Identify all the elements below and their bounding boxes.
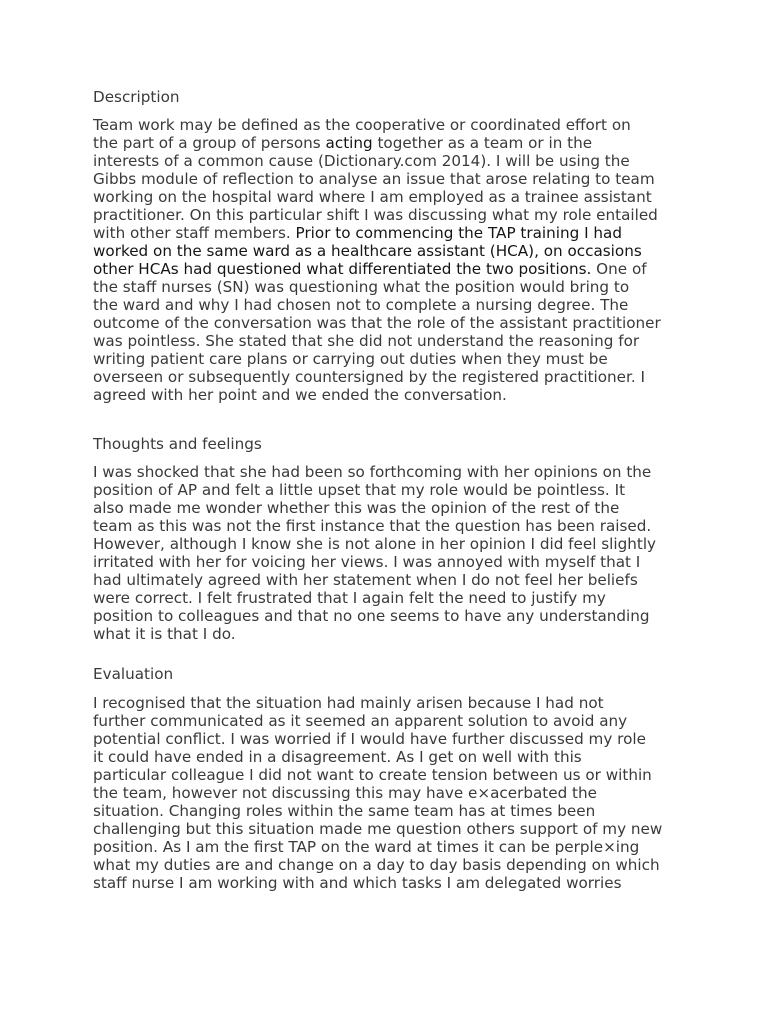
thoughts-line: irritated with her for voicing her views. I was annoyed with myself that I [93, 553, 641, 571]
thoughts-line: what it is that I do. [93, 625, 236, 643]
thoughts-line: position to colleagues and that no one seems to have any understanding [93, 607, 650, 625]
description-paragraph [93, 116, 693, 404]
description-line [93, 296, 693, 314]
text-run: One of [591, 260, 647, 278]
thoughts-line: also made me wonder whether this was the opinion of the rest of the [93, 499, 620, 517]
text-run: Prior to commencing the TAP training I had [295, 224, 622, 242]
description-line [93, 224, 693, 242]
description-line [93, 314, 693, 332]
thoughts-line: team as this was not the first instance that the question has been raised. [93, 517, 652, 535]
text-run: worked on the same ward as a healthcare assistant (HCA), on occasions [93, 242, 642, 260]
text-run: overseen or subsequently countersigned by the registered practitioner. I [93, 368, 645, 386]
text-run: together as a team or in the [372, 134, 593, 152]
text-run: the staff nurses (SN) was questioning what the position would bring to [93, 278, 630, 296]
evaluation-line: challenging but this situation made me question others support of my new [93, 820, 663, 838]
text-run: acting [325, 134, 373, 152]
text-run: other HCAs had questioned what differentiated the two positions. [93, 260, 592, 278]
evaluation-line: situation. Changing roles within the same team has at times been [93, 802, 596, 820]
text-run: with other staff members. [93, 224, 296, 242]
text-run: agreed with her point and we ended the conversation. [93, 386, 507, 404]
evaluation-line: what my duties are and change on a day to day basis depending on which [93, 856, 660, 874]
text-run: interests of a common cause (Dictionary.com 2014). I will be using the [93, 152, 630, 170]
thoughts-line: position of AP and felt a little upset that my role would be pointless. It [93, 481, 626, 499]
thoughts-line: However, although I know she is not alone in her opinion I did feel slightly [93, 535, 657, 553]
text-run: the part of a group of persons [93, 134, 326, 152]
description-line [93, 260, 693, 278]
evaluation-line: particular colleague I did not want to create tension between us or within [93, 766, 652, 784]
thoughts-paragraph [93, 463, 693, 643]
text-run: was pointless. She stated that she did not understand the reasoning for [93, 332, 640, 350]
thoughts-line: had ultimately agreed with her statement when I do not feel her beliefs [93, 571, 638, 589]
text-run: Team work may be defined as the cooperative or coordinated effort on [93, 116, 631, 134]
description-line [93, 170, 693, 188]
text-run: outcome of the conversation was that the role of the assistant practitioner [93, 314, 661, 332]
evaluation-line: position. As I am the first TAP on the ward at times it can be perple×ing [93, 838, 640, 856]
text-run: practitioner. On this particular shift I was discussing what my role entailed [93, 206, 658, 224]
evaluation-line: it could have ended in a disagreement. As I get on well with this [93, 748, 582, 766]
section-heading-evaluation: Evaluation [93, 665, 174, 683]
description-line [93, 278, 693, 296]
evaluation-line: I recognised that the situation had mainly arisen because I had not [93, 694, 604, 712]
description-line [93, 350, 693, 368]
description-line [93, 332, 693, 350]
description-line [93, 188, 693, 206]
section-heading-thoughts-and-feelings: Thoughts and feelings [93, 435, 262, 453]
section-heading-description: Description [93, 88, 180, 106]
description-line [93, 368, 693, 386]
evaluation-paragraph [93, 694, 693, 892]
text-run: Gibbs module of reflection to analyse an issue that arose relating to team [93, 170, 655, 188]
evaluation-line: the team, however not discussing this may have e×acerbated the [93, 784, 597, 802]
description-line [93, 206, 693, 224]
description-line [93, 386, 693, 404]
evaluation-line: further communicated as it seemed an apparent solution to avoid any [93, 712, 628, 730]
text-run: writing patient care plans or carrying out duties when they must be [93, 350, 608, 368]
text-run: the ward and why I had chosen not to complete a nursing degree. The [93, 296, 629, 314]
description-line [93, 116, 693, 134]
evaluation-line: potential conflict. I was worried if I would have further discussed my role [93, 730, 646, 748]
description-line [93, 152, 693, 170]
description-line [93, 242, 693, 260]
text-run: working on the hospital ward where I am employed as a trainee assistant [93, 188, 652, 206]
thoughts-line: I was shocked that she had been so forthcoming with her opinions on the [93, 463, 652, 481]
evaluation-line: staff nurse I am working with and which tasks I am delegated worries [93, 874, 622, 892]
description-line [93, 134, 693, 152]
thoughts-line: were correct. I felt frustrated that I again felt the need to justify my [93, 589, 606, 607]
